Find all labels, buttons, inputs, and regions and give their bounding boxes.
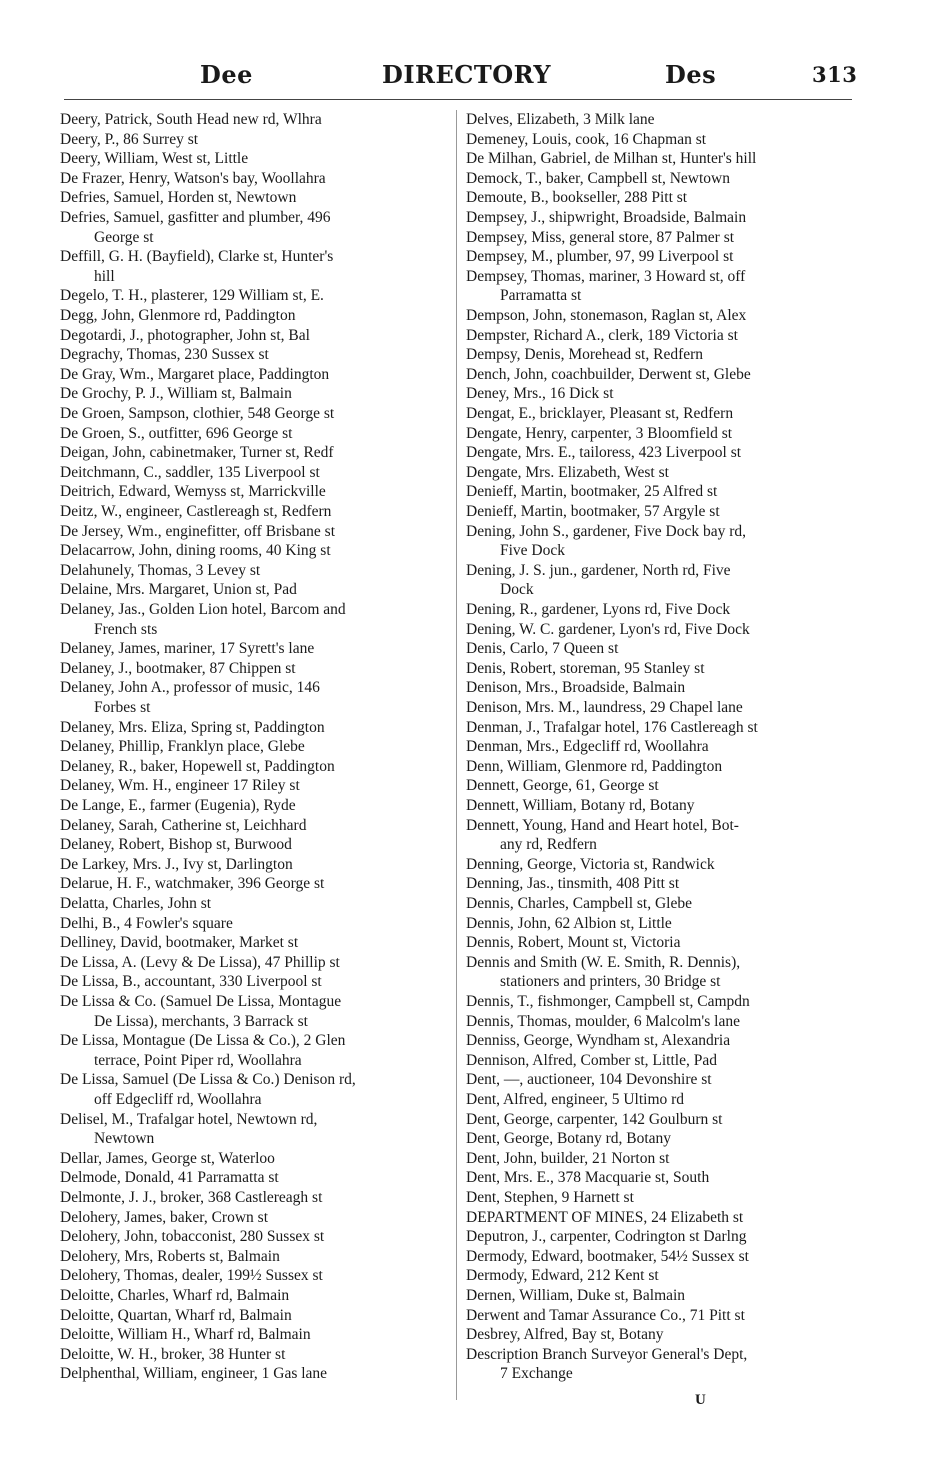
directory-entry: Denning, George, Victoria st, Randwick — [466, 855, 715, 873]
directory-entry: De Jersey, Wm., enginefitter, off Brisbane st — [60, 522, 336, 540]
directory-entry: Dermody, Edward, 212 Kent st — [466, 1267, 659, 1285]
directory-entry: Deloitte, William H., Wharf rd, Balmain — [60, 1326, 311, 1344]
directory-entry: De Groen, Sampson, clothier, 548 George st — [60, 405, 335, 422]
directory-entry: Delmonte, J. J., broker, 368 Castlereagh st — [60, 1189, 323, 1206]
directory-entry: De Lissa, Montague (De Lissa & Co.), 2 Glen — [60, 1032, 346, 1050]
directory-entry: Dengate, Mrs. Elizabeth, West st — [466, 463, 669, 481]
directory-entry: Denieff, Martin, bootmaker, 57 Argyle st — [466, 503, 720, 520]
directory-entry: De Groen, S., outfitter, 696 George st — [60, 424, 293, 442]
directory-entry: Delves, Elizabeth, 3 Milk lane — [466, 111, 655, 128]
directory-entry-continuation: any rd, Redfern — [500, 836, 597, 854]
signature-mark: U — [695, 1392, 706, 1408]
directory-entry: Degotardi, J., photographer, John st, Bal — [60, 326, 310, 344]
directory-entry: De Lissa, B., accountant, 330 Liverpool st — [60, 973, 322, 991]
directory-entry-continuation: terrace, Point Piper rd, Woollahra — [94, 1051, 302, 1069]
directory-entry: Delhi, B., 4 Fowler's square — [60, 914, 233, 932]
directory-entry: Delaney, Mrs. Eliza, Spring st, Paddington — [60, 718, 325, 736]
directory-entry-continuation: George st — [94, 228, 154, 246]
directory-entry: Denman, Mrs., Edgecliff rd, Woollahra — [466, 738, 709, 756]
directory-entry: Dennett, Young, Hand and Heart hotel, Bot- — [466, 816, 739, 834]
directory-entry: De Grochy, P. J., William st, Balmain — [60, 385, 292, 403]
directory-entry: Dennett, William, Botany rd, Botany — [466, 797, 695, 814]
directory-entry-continuation: Five Dock — [500, 542, 566, 560]
directory-entry: Denis, Carlo, 7 Queen st — [466, 640, 619, 658]
directory-entry: Denieff, Martin, bootmaker, 25 Alfred st — [466, 483, 718, 501]
directory-entry: Delaney, John A., professor of music, 146 — [60, 679, 320, 697]
directory-entry: Dent, George, Botany rd, Botany — [466, 1130, 672, 1148]
directory-entry: DEPARTMENT OF MINES, 24 Elizabeth st — [466, 1208, 744, 1226]
directory-entry: Delahunely, Thomas, 3 Levey st — [60, 561, 261, 579]
directory-entry: Dench, John, coachbuilder, Derwent st, Glebe — [466, 365, 751, 383]
directory-entry: Degelo, T. H., plasterer, 129 William st, E. — [60, 287, 324, 305]
directory-entry: Defries, Samuel, gasfitter and plumber, 496 — [60, 209, 331, 226]
header-rule — [64, 99, 852, 100]
directory-entry: De Milhan, Gabriel, de Milhan st, Hunter's hill — [466, 150, 757, 168]
directory-entry: Delohery, James, baker, Crown st — [60, 1208, 269, 1226]
directory-entry: Delacarrow, John, dining rooms, 40 King st — [60, 542, 331, 560]
directory-entry: Delmode, Donald, 41 Parramatta st — [60, 1169, 279, 1187]
directory-entry: Delaney, Sarah, Catherine st, Leichhard — [60, 816, 307, 834]
header-right-word: Des — [665, 60, 717, 89]
directory-entry: Deery, P., 86 Surrey st — [60, 130, 199, 148]
directory-entry: Dengate, Henry, carpenter, 3 Bloomfield st — [466, 424, 733, 442]
directory-entry: Dent, George, carpenter, 142 Goulburn st — [466, 1110, 723, 1128]
directory-entry: De Larkey, Mrs. J., Ivy st, Darlington — [60, 855, 293, 873]
directory-entry: Dennison, Alfred, Comber st, Little, Pad — [466, 1051, 717, 1069]
directory-entry: Dening, John S., gardener, Five Dock bay rd, — [466, 522, 747, 540]
directory-entry: Demeney, Louis, cook, 16 Chapman st — [466, 130, 707, 148]
directory-entry: Defries, Samuel, Horden st, Newtown — [60, 189, 297, 207]
directory-entry: Denison, Mrs., Broadside, Balmain — [466, 679, 686, 697]
column-divider — [456, 110, 457, 1400]
directory-entry: Deney, Mrs., 16 Dick st — [466, 385, 614, 403]
directory-entry: Denison, Mrs. M., laundress, 29 Chapel lane — [466, 699, 743, 716]
directory-entry: Dellar, James, George st, Waterloo — [60, 1149, 275, 1167]
directory-entry: De Gray, Wm., Margaret place, Paddington — [60, 365, 330, 383]
directory-entry-continuation: Dock — [500, 581, 534, 599]
directory-entry: Denning, Jas., tinsmith, 408 Pitt st — [466, 875, 680, 893]
directory-entry-continuation: De Lissa), merchants, 3 Barrack st — [94, 1012, 308, 1030]
directory-entry: Delohery, John, tobacconist, 280 Sussex st — [60, 1228, 325, 1246]
directory-entry: Delaney, Robert, Bishop st, Burwood — [60, 836, 292, 854]
directory-entry-continuation: Newtown — [94, 1130, 155, 1148]
directory-entry: Dennis, Thomas, moulder, 6 Malcolm's lane — [466, 1012, 740, 1030]
directory-entry: Denis, Robert, storeman, 95 Stanley st — [466, 659, 705, 677]
directory-entry: Dempsy, Denis, Morehead st, Redfern — [466, 346, 704, 364]
directory-entry: De Lissa, Samuel (De Lissa & Co.) Denison rd, — [60, 1071, 356, 1089]
directory-entry: Delaney, Phillip, Franklyn place, Glebe — [60, 738, 305, 756]
page-header — [60, 60, 860, 96]
header-left-word: Dee — [200, 60, 253, 89]
directory-entry: Delaney, J., bootmaker, 87 Chippen st — [60, 659, 296, 677]
directory-entry: Dent, —, auctioneer, 104 Devonshire st — [466, 1071, 712, 1089]
directory-entry: Delliney, David, bootmaker, Market st — [60, 934, 299, 952]
directory-entry: Deloitte, W. H., broker, 38 Hunter st — [60, 1345, 286, 1363]
directory-entry-continuation: Forbes st — [94, 699, 151, 716]
directory-entry: Delaine, Mrs. Margaret, Union st, Pad — [60, 581, 297, 599]
directory-entry: Dempsey, M., plumber, 97, 99 Liverpool st — [466, 248, 734, 266]
directory-entry: Deputron, J., carpenter, Codrington st Darlng — [466, 1228, 747, 1246]
directory-entry-continuation: French sts — [94, 620, 158, 638]
directory-entry: Delisel, M., Trafalgar hotel, Newtown rd, — [60, 1110, 318, 1128]
directory-entry: Denn, William, Glenmore rd, Paddington — [466, 757, 723, 775]
directory-entry: Deitchmann, C., saddler, 135 Liverpool st — [60, 463, 320, 481]
directory-entry: Deery, Patrick, South Head new rd, Wlhra — [60, 111, 322, 128]
directory-entry: Deitz, W., engineer, Castlereagh st, Redfern — [60, 503, 332, 520]
directory-entry: Deigan, John, cabinetmaker, Turner st, Redf — [60, 444, 334, 462]
directory-entry-continuation: off Edgecliff rd, Woollahra — [94, 1091, 262, 1108]
directory-entry: Demoute, B., bookseller, 288 Pitt st — [466, 189, 688, 207]
directory-entry: Demock, T., baker, Campbell st, Newtown — [466, 169, 730, 187]
directory-entry: Dening, J. S. jun., gardener, North rd, Five — [466, 561, 731, 579]
directory-entry: Dempson, John, stonemason, Raglan st, Alex — [466, 307, 747, 324]
directory-entry: Dempsey, Thomas, mariner, 3 Howard st, off — [466, 267, 746, 285]
directory-entry: Degg, John, Glenmore rd, Paddington — [60, 307, 296, 324]
directory-entry: Denman, J., Trafalgar hotel, 176 Castlereagh st — [466, 718, 758, 736]
directory-entry: Dennis, John, 62 Albion st, Little — [466, 914, 672, 932]
directory-entry: Dening, R., gardener, Lyons rd, Five Dock — [466, 601, 731, 618]
directory-entry: Dengat, E., bricklayer, Pleasant st, Redfern — [466, 405, 734, 422]
directory-entry: Delaney, James, mariner, 17 Syrett's lane — [60, 640, 315, 658]
directory-entry: Dent, John, builder, 21 Norton st — [466, 1149, 670, 1167]
directory-entry: Deloitte, Charles, Wharf rd, Balmain — [60, 1287, 290, 1304]
directory-entry: Delaney, R., baker, Hopewell st, Paddington — [60, 757, 335, 775]
directory-entry: Dernen, William, Duke st, Balmain — [466, 1287, 686, 1304]
directory-entry: Delohery, Thomas, dealer, 199½ Sussex st — [60, 1267, 323, 1285]
header-title: DIRECTORY — [382, 60, 551, 89]
directory-entry: Description Branch Surveyor General's Dept, — [466, 1345, 748, 1363]
directory-entry-continuation: hill — [94, 267, 115, 285]
directory-entry: Dening, W. C. gardener, Lyon's rd, Five Dock — [466, 620, 750, 638]
directory-entry: De Frazer, Henry, Watson's bay, Woollahra — [60, 169, 326, 187]
directory-entry: Delarue, H. F., watchmaker, 396 George st — [60, 875, 325, 893]
directory-entry: Deery, William, West st, Little — [60, 150, 249, 168]
directory-entry: Deitrich, Edward, Wemyss st, Marrickville — [60, 483, 326, 501]
directory-entry: Dent, Alfred, engineer, 5 Ultimo rd — [466, 1091, 685, 1108]
directory-entry: Dermody, Edward, bootmaker, 54½ Sussex st — [466, 1247, 749, 1265]
directory-entry: Delatta, Charles, John st — [60, 895, 212, 912]
directory-entry: Dennett, George, 61, George st — [466, 777, 659, 795]
directory-entry: De Lissa & Co. (Samuel De Lissa, Montague — [60, 993, 342, 1010]
directory-entry: Desbrey, Alfred, Bay st, Botany — [466, 1326, 664, 1344]
directory-entry: Deloitte, Quartan, Wharf rd, Balmain — [60, 1306, 292, 1324]
directory-entry: Dent, Mrs. E., 378 Macquarie st, South — [466, 1169, 710, 1187]
directory-entry: Dennis, T., fishmonger, Campbell st, Campdn — [466, 993, 750, 1010]
directory-entry: De Lissa, A. (Levy & De Lissa), 47 Phillip st — [60, 953, 340, 971]
directory-entry: Dempsey, J., shipwright, Broadside, Balmain — [466, 209, 747, 226]
directory-entry: De Lange, E., farmer (Eugenia), Ryde — [60, 797, 296, 814]
page-number: 313 — [812, 62, 858, 87]
directory-entry: Dengate, Mrs. E., tailoress, 423 Liverpool st — [466, 444, 742, 462]
directory-entry: Degrachy, Thomas, 230 Sussex st — [60, 346, 269, 364]
directory-entry: Derwent and Tamar Assurance Co., 71 Pitt st — [466, 1306, 745, 1324]
directory-entry: Delohery, Mrs, Roberts st, Balmain — [60, 1247, 280, 1265]
directory-entry-continuation: 7 Exchange — [500, 1365, 573, 1383]
directory-entry: Dennis, Charles, Campbell st, Glebe — [466, 895, 692, 912]
directory-entry-continuation: Parramatta st — [500, 287, 582, 305]
directory-entry: Delaney, Jas., Golden Lion hotel, Barcom and — [60, 601, 346, 618]
directory-entry: Denniss, George, Wyndham st, Alexandria — [466, 1032, 731, 1050]
directory-entry: Dent, Stephen, 9 Harnett st — [466, 1189, 634, 1206]
directory-entry: Delaney, Wm. H., engineer 17 Riley st — [60, 777, 300, 795]
directory-entry: Deffill, G. H. (Bayfield), Clarke st, Hunter's — [60, 248, 334, 266]
directory-entry: Dennis, Robert, Mount st, Victoria — [466, 934, 681, 952]
directory-entry-continuation: stationers and printers, 30 Bridge st — [500, 973, 721, 991]
directory-entry: Dennis and Smith (W. E. Smith, R. Dennis), — [466, 953, 741, 971]
directory-entry: Delphenthal, William, engineer, 1 Gas lane — [60, 1365, 328, 1383]
directory-entry: Dempster, Richard A., clerk, 189 Victoria st — [466, 326, 738, 344]
directory-entry: Dempsey, Miss, general store, 87 Palmer st — [466, 228, 735, 246]
